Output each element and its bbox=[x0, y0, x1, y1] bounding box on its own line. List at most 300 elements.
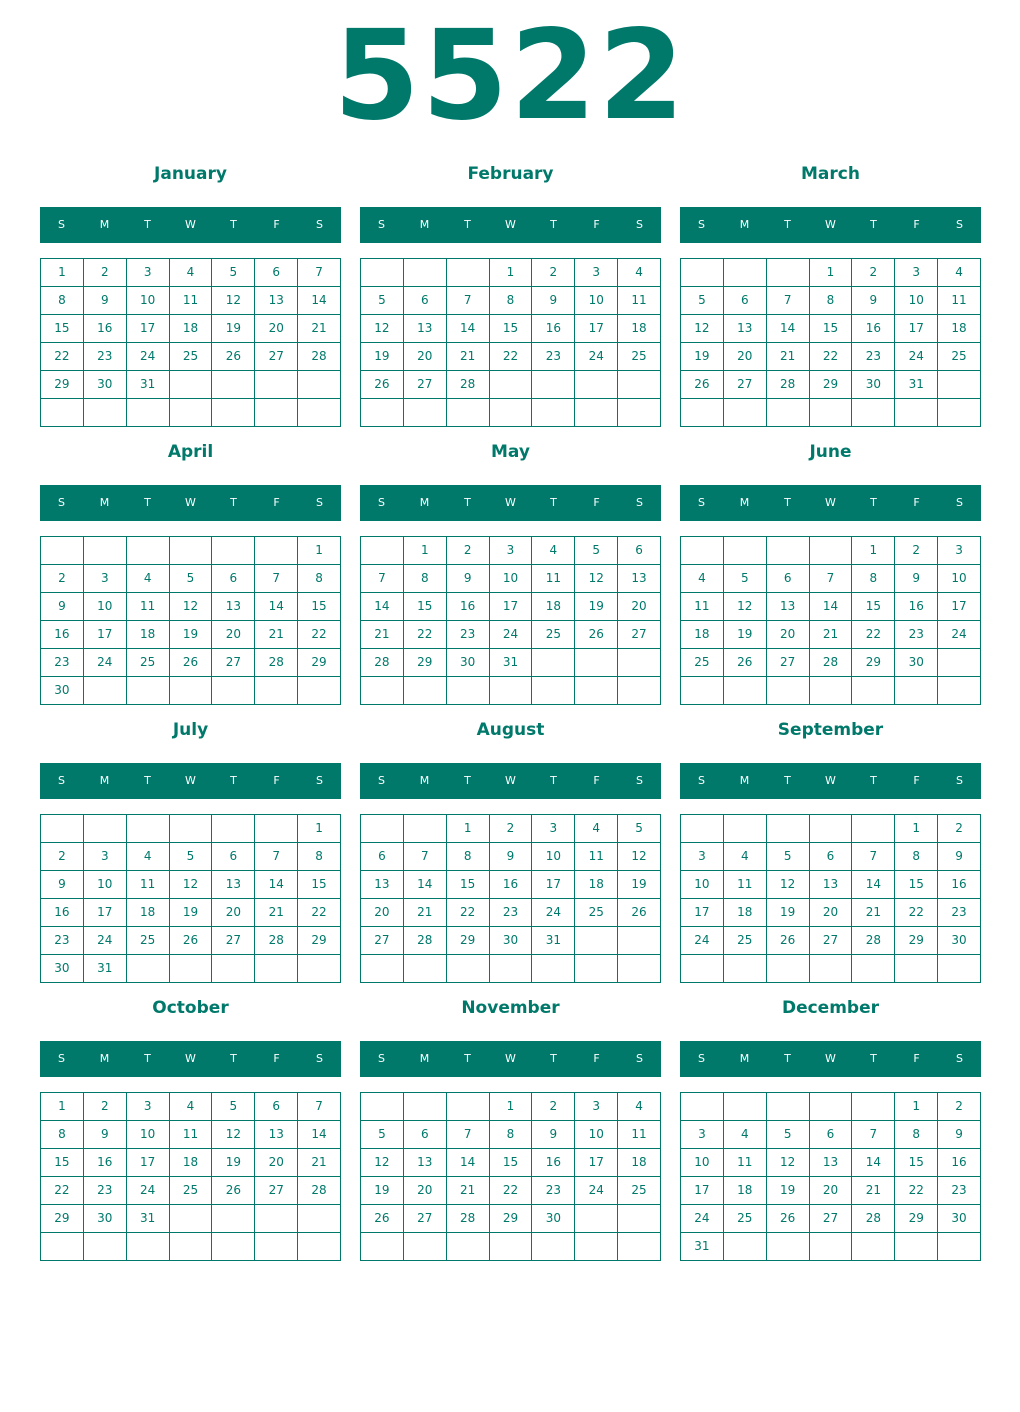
day-cell: 25 bbox=[532, 621, 575, 649]
weekday-label: S bbox=[956, 496, 963, 509]
empty-day-cell bbox=[938, 399, 981, 427]
month-name: January bbox=[154, 164, 227, 184]
day-cell: 30 bbox=[532, 1205, 575, 1233]
day-cell: 8 bbox=[810, 287, 853, 315]
day-cell: 8 bbox=[41, 287, 84, 315]
weekday-header bbox=[40, 207, 341, 243]
empty-day-cell bbox=[404, 955, 447, 983]
day-cell: 12 bbox=[767, 871, 810, 899]
empty-day-cell bbox=[298, 371, 341, 399]
day-cell: 8 bbox=[895, 843, 938, 871]
day-cell: 24 bbox=[490, 621, 533, 649]
day-cell: 15 bbox=[895, 871, 938, 899]
day-cell: 19 bbox=[681, 343, 724, 371]
day-cell: 10 bbox=[681, 871, 724, 899]
weekday-label: F bbox=[593, 496, 600, 509]
day-cell: 1 bbox=[810, 259, 853, 287]
day-cell: 17 bbox=[127, 315, 170, 343]
day-cell: 31 bbox=[490, 649, 533, 677]
day-cell: 5 bbox=[361, 1121, 404, 1149]
day-cell: 17 bbox=[575, 1149, 618, 1177]
empty-day-cell bbox=[170, 1205, 213, 1233]
empty-day-cell bbox=[895, 399, 938, 427]
weekday-label: T bbox=[784, 218, 791, 231]
empty-day-cell bbox=[84, 399, 127, 427]
day-cell: 25 bbox=[127, 649, 170, 677]
day-cell: 5 bbox=[361, 287, 404, 315]
weekday-label: S bbox=[378, 1052, 385, 1065]
day-cell: 24 bbox=[84, 649, 127, 677]
empty-day-cell bbox=[852, 815, 895, 843]
empty-day-cell bbox=[170, 815, 213, 843]
empty-day-cell bbox=[404, 677, 447, 705]
day-cell: 16 bbox=[41, 621, 84, 649]
empty-day-cell bbox=[895, 955, 938, 983]
day-cell: 3 bbox=[84, 843, 127, 871]
day-cell: 9 bbox=[490, 843, 533, 871]
day-cell: 25 bbox=[724, 1205, 767, 1233]
empty-day-cell bbox=[724, 1233, 767, 1261]
day-cell: 21 bbox=[255, 899, 298, 927]
day-cell: 19 bbox=[575, 593, 618, 621]
empty-day-cell bbox=[681, 537, 724, 565]
day-cell: 11 bbox=[532, 565, 575, 593]
day-cell: 11 bbox=[681, 593, 724, 621]
weekday-label: S bbox=[636, 774, 643, 787]
day-cell: 25 bbox=[618, 343, 661, 371]
empty-day-cell bbox=[447, 1233, 490, 1261]
day-cell: 18 bbox=[170, 1149, 213, 1177]
day-cell: 11 bbox=[618, 287, 661, 315]
empty-day-cell bbox=[618, 399, 661, 427]
empty-day-cell bbox=[255, 1205, 298, 1233]
month-name: October bbox=[152, 998, 229, 1018]
day-cell: 13 bbox=[255, 287, 298, 315]
empty-day-cell bbox=[127, 815, 170, 843]
empty-day-cell bbox=[447, 677, 490, 705]
day-cell: 20 bbox=[212, 621, 255, 649]
day-cell: 30 bbox=[84, 1205, 127, 1233]
day-cell: 14 bbox=[298, 1121, 341, 1149]
day-cell: 30 bbox=[938, 927, 981, 955]
day-cell: 4 bbox=[532, 537, 575, 565]
day-cell: 23 bbox=[938, 899, 981, 927]
day-cell: 14 bbox=[852, 1149, 895, 1177]
day-cell: 8 bbox=[490, 1121, 533, 1149]
month-name: April bbox=[167, 442, 214, 462]
weekday-label: W bbox=[185, 774, 196, 787]
day-cell: 24 bbox=[84, 927, 127, 955]
day-cell: 31 bbox=[681, 1233, 724, 1261]
weekday-label: T bbox=[230, 218, 237, 231]
day-cell: 24 bbox=[895, 343, 938, 371]
days-grid bbox=[40, 536, 341, 705]
day-cell: 19 bbox=[767, 899, 810, 927]
day-cell: 27 bbox=[212, 927, 255, 955]
day-cell: 29 bbox=[41, 1205, 84, 1233]
day-cell: 30 bbox=[895, 649, 938, 677]
weekday-label: W bbox=[825, 774, 836, 787]
empty-day-cell bbox=[681, 1093, 724, 1121]
empty-day-cell bbox=[255, 815, 298, 843]
day-cell: 4 bbox=[938, 259, 981, 287]
empty-day-cell bbox=[404, 1093, 447, 1121]
day-cell: 14 bbox=[767, 315, 810, 343]
day-cell: 13 bbox=[404, 315, 447, 343]
empty-day-cell bbox=[41, 815, 84, 843]
weekday-label: M bbox=[739, 774, 750, 787]
weekday-label: T bbox=[144, 1052, 151, 1065]
day-cell: 24 bbox=[127, 343, 170, 371]
day-cell: 31 bbox=[84, 955, 127, 983]
day-cell: 6 bbox=[767, 565, 810, 593]
day-cell: 7 bbox=[767, 287, 810, 315]
day-cell: 11 bbox=[127, 871, 170, 899]
day-cell: 19 bbox=[361, 1177, 404, 1205]
day-cell: 6 bbox=[618, 537, 661, 565]
empty-day-cell bbox=[618, 371, 661, 399]
weekday-label: F bbox=[913, 1052, 920, 1065]
day-cell: 9 bbox=[84, 287, 127, 315]
empty-day-cell bbox=[681, 399, 724, 427]
day-cell: 15 bbox=[41, 315, 84, 343]
day-cell: 5 bbox=[212, 1093, 255, 1121]
empty-day-cell bbox=[212, 815, 255, 843]
day-cell: 10 bbox=[575, 287, 618, 315]
weekday-label: M bbox=[99, 496, 110, 509]
day-cell: 26 bbox=[361, 1205, 404, 1233]
day-cell: 17 bbox=[681, 1177, 724, 1205]
day-cell: 22 bbox=[490, 343, 533, 371]
day-cell: 5 bbox=[681, 287, 724, 315]
weekday-label: T bbox=[784, 774, 791, 787]
empty-day-cell bbox=[84, 1233, 127, 1261]
empty-day-cell bbox=[84, 677, 127, 705]
day-cell: 12 bbox=[170, 871, 213, 899]
day-cell: 13 bbox=[618, 565, 661, 593]
day-cell: 20 bbox=[212, 899, 255, 927]
days-grid bbox=[360, 536, 661, 705]
weekday-label: F bbox=[273, 1052, 280, 1065]
empty-day-cell bbox=[170, 955, 213, 983]
day-cell: 13 bbox=[404, 1149, 447, 1177]
day-cell: 9 bbox=[938, 843, 981, 871]
day-cell: 1 bbox=[41, 1093, 84, 1121]
empty-day-cell bbox=[361, 399, 404, 427]
day-cell: 29 bbox=[895, 1205, 938, 1233]
day-cell: 8 bbox=[298, 843, 341, 871]
weekday-label: M bbox=[419, 496, 430, 509]
day-cell: 15 bbox=[490, 1149, 533, 1177]
day-cell: 11 bbox=[575, 843, 618, 871]
weekday-label: S bbox=[698, 1052, 705, 1065]
day-cell: 17 bbox=[490, 593, 533, 621]
day-cell: 10 bbox=[127, 1121, 170, 1149]
day-cell: 27 bbox=[255, 343, 298, 371]
weekday-label: S bbox=[698, 774, 705, 787]
empty-day-cell bbox=[361, 1093, 404, 1121]
day-cell: 2 bbox=[532, 1093, 575, 1121]
day-cell: 16 bbox=[84, 1149, 127, 1177]
empty-day-cell bbox=[298, 1205, 341, 1233]
empty-day-cell bbox=[724, 399, 767, 427]
day-cell: 9 bbox=[938, 1121, 981, 1149]
day-cell: 23 bbox=[447, 621, 490, 649]
weekday-label: F bbox=[593, 774, 600, 787]
day-cell: 14 bbox=[255, 593, 298, 621]
empty-day-cell bbox=[618, 677, 661, 705]
day-cell: 19 bbox=[170, 899, 213, 927]
day-cell: 11 bbox=[618, 1121, 661, 1149]
empty-day-cell bbox=[724, 259, 767, 287]
empty-day-cell bbox=[212, 399, 255, 427]
empty-day-cell bbox=[255, 677, 298, 705]
empty-day-cell bbox=[212, 537, 255, 565]
day-cell: 6 bbox=[810, 843, 853, 871]
day-cell: 5 bbox=[170, 565, 213, 593]
days-grid bbox=[40, 814, 341, 983]
empty-day-cell bbox=[575, 955, 618, 983]
weekday-label: T bbox=[464, 218, 471, 231]
day-cell: 21 bbox=[255, 621, 298, 649]
month-name: March bbox=[801, 164, 860, 184]
day-cell: 4 bbox=[724, 1121, 767, 1149]
day-cell: 29 bbox=[852, 649, 895, 677]
empty-day-cell bbox=[490, 1233, 533, 1261]
days-grid bbox=[40, 258, 341, 427]
empty-day-cell bbox=[575, 399, 618, 427]
day-cell: 24 bbox=[575, 1177, 618, 1205]
day-cell: 29 bbox=[895, 927, 938, 955]
day-cell: 22 bbox=[447, 899, 490, 927]
empty-day-cell bbox=[810, 815, 853, 843]
day-cell: 7 bbox=[810, 565, 853, 593]
day-cell: 31 bbox=[532, 927, 575, 955]
empty-day-cell bbox=[938, 371, 981, 399]
day-cell: 26 bbox=[681, 371, 724, 399]
weekday-label: T bbox=[144, 496, 151, 509]
day-cell: 5 bbox=[170, 843, 213, 871]
weekday-label: T bbox=[464, 496, 471, 509]
empty-day-cell bbox=[575, 649, 618, 677]
weekday-label: T bbox=[550, 496, 557, 509]
day-cell: 24 bbox=[532, 899, 575, 927]
weekday-label: W bbox=[825, 218, 836, 231]
day-cell: 7 bbox=[852, 843, 895, 871]
day-cell: 17 bbox=[681, 899, 724, 927]
day-cell: 26 bbox=[212, 343, 255, 371]
day-cell: 3 bbox=[575, 259, 618, 287]
day-cell: 22 bbox=[298, 899, 341, 927]
day-cell: 28 bbox=[852, 927, 895, 955]
day-cell: 29 bbox=[298, 927, 341, 955]
empty-day-cell bbox=[361, 815, 404, 843]
day-cell: 29 bbox=[490, 1205, 533, 1233]
day-cell: 17 bbox=[84, 899, 127, 927]
day-cell: 25 bbox=[170, 343, 213, 371]
day-cell: 27 bbox=[404, 371, 447, 399]
weekday-label: M bbox=[739, 1052, 750, 1065]
weekday-label: M bbox=[739, 218, 750, 231]
day-cell: 7 bbox=[852, 1121, 895, 1149]
day-cell: 12 bbox=[361, 1149, 404, 1177]
day-cell: 24 bbox=[127, 1177, 170, 1205]
weekday-header bbox=[680, 763, 981, 799]
month-name: August bbox=[476, 720, 545, 740]
empty-day-cell bbox=[41, 399, 84, 427]
weekday-label: T bbox=[230, 774, 237, 787]
day-cell: 5 bbox=[212, 259, 255, 287]
day-cell: 3 bbox=[575, 1093, 618, 1121]
day-cell: 4 bbox=[127, 843, 170, 871]
day-cell: 21 bbox=[767, 343, 810, 371]
weekday-label: S bbox=[316, 496, 323, 509]
empty-day-cell bbox=[404, 815, 447, 843]
day-cell: 14 bbox=[298, 287, 341, 315]
day-cell: 2 bbox=[84, 259, 127, 287]
day-cell: 16 bbox=[447, 593, 490, 621]
day-cell: 12 bbox=[575, 565, 618, 593]
empty-day-cell bbox=[255, 955, 298, 983]
weekday-header bbox=[360, 1041, 661, 1077]
day-cell: 30 bbox=[938, 1205, 981, 1233]
empty-day-cell bbox=[532, 399, 575, 427]
day-cell: 23 bbox=[84, 1177, 127, 1205]
day-cell: 9 bbox=[41, 871, 84, 899]
year-title: 5522 bbox=[333, 4, 687, 148]
weekday-header bbox=[360, 207, 661, 243]
day-cell: 4 bbox=[170, 1093, 213, 1121]
day-cell: 28 bbox=[767, 371, 810, 399]
day-cell: 12 bbox=[681, 315, 724, 343]
weekday-label: M bbox=[419, 218, 430, 231]
day-cell: 27 bbox=[361, 927, 404, 955]
day-cell: 17 bbox=[532, 871, 575, 899]
weekday-label: F bbox=[273, 774, 280, 787]
day-cell: 15 bbox=[298, 593, 341, 621]
days-grid bbox=[360, 258, 661, 427]
weekday-label: S bbox=[698, 218, 705, 231]
day-cell: 7 bbox=[447, 287, 490, 315]
day-cell: 27 bbox=[810, 1205, 853, 1233]
empty-day-cell bbox=[681, 815, 724, 843]
day-cell: 30 bbox=[84, 371, 127, 399]
day-cell: 3 bbox=[532, 815, 575, 843]
empty-day-cell bbox=[724, 537, 767, 565]
weekday-label: M bbox=[419, 774, 430, 787]
weekday-label: S bbox=[316, 218, 323, 231]
day-cell: 21 bbox=[447, 343, 490, 371]
day-cell: 13 bbox=[810, 1149, 853, 1177]
empty-day-cell bbox=[810, 537, 853, 565]
empty-day-cell bbox=[681, 955, 724, 983]
day-cell: 20 bbox=[404, 343, 447, 371]
empty-day-cell bbox=[767, 677, 810, 705]
weekday-label: T bbox=[550, 1052, 557, 1065]
weekday-label: M bbox=[99, 1052, 110, 1065]
day-cell: 13 bbox=[724, 315, 767, 343]
weekday-label: W bbox=[825, 1052, 836, 1065]
weekday-label: W bbox=[185, 218, 196, 231]
day-cell: 18 bbox=[127, 899, 170, 927]
day-cell: 29 bbox=[810, 371, 853, 399]
empty-day-cell bbox=[127, 537, 170, 565]
day-cell: 10 bbox=[575, 1121, 618, 1149]
day-cell: 3 bbox=[681, 843, 724, 871]
day-cell: 16 bbox=[852, 315, 895, 343]
day-cell: 19 bbox=[724, 621, 767, 649]
empty-day-cell bbox=[490, 955, 533, 983]
day-cell: 20 bbox=[255, 315, 298, 343]
day-cell: 18 bbox=[575, 871, 618, 899]
day-cell: 15 bbox=[490, 315, 533, 343]
day-cell: 28 bbox=[447, 371, 490, 399]
empty-day-cell bbox=[767, 537, 810, 565]
day-cell: 9 bbox=[41, 593, 84, 621]
days-grid bbox=[680, 1092, 981, 1261]
day-cell: 19 bbox=[361, 343, 404, 371]
empty-day-cell bbox=[938, 677, 981, 705]
empty-day-cell bbox=[852, 1233, 895, 1261]
day-cell: 22 bbox=[41, 1177, 84, 1205]
weekday-label: S bbox=[698, 496, 705, 509]
empty-day-cell bbox=[532, 1233, 575, 1261]
day-cell: 16 bbox=[490, 871, 533, 899]
day-cell: 11 bbox=[170, 287, 213, 315]
day-cell: 28 bbox=[810, 649, 853, 677]
day-cell: 27 bbox=[212, 649, 255, 677]
empty-day-cell bbox=[127, 677, 170, 705]
day-cell: 7 bbox=[298, 1093, 341, 1121]
month-name: September bbox=[777, 720, 884, 740]
day-cell: 11 bbox=[724, 871, 767, 899]
day-cell: 2 bbox=[938, 1093, 981, 1121]
day-cell: 23 bbox=[84, 343, 127, 371]
day-cell: 15 bbox=[895, 1149, 938, 1177]
day-cell: 2 bbox=[852, 259, 895, 287]
empty-day-cell bbox=[852, 677, 895, 705]
empty-day-cell bbox=[84, 815, 127, 843]
day-cell: 31 bbox=[895, 371, 938, 399]
days-grid bbox=[680, 536, 981, 705]
weekday-label: T bbox=[144, 774, 151, 787]
day-cell: 28 bbox=[404, 927, 447, 955]
weekday-label: S bbox=[316, 1052, 323, 1065]
day-cell: 20 bbox=[810, 1177, 853, 1205]
day-cell: 8 bbox=[404, 565, 447, 593]
day-cell: 24 bbox=[575, 343, 618, 371]
day-cell: 4 bbox=[170, 259, 213, 287]
day-cell: 25 bbox=[938, 343, 981, 371]
day-cell: 6 bbox=[255, 1093, 298, 1121]
day-cell: 8 bbox=[895, 1121, 938, 1149]
weekday-header bbox=[360, 485, 661, 521]
day-cell: 25 bbox=[618, 1177, 661, 1205]
day-cell: 20 bbox=[361, 899, 404, 927]
day-cell: 26 bbox=[212, 1177, 255, 1205]
day-cell: 16 bbox=[938, 1149, 981, 1177]
weekday-label: S bbox=[636, 1052, 643, 1065]
day-cell: 22 bbox=[41, 343, 84, 371]
empty-day-cell bbox=[490, 677, 533, 705]
day-cell: 23 bbox=[41, 927, 84, 955]
day-cell: 30 bbox=[447, 649, 490, 677]
empty-day-cell bbox=[170, 399, 213, 427]
day-cell: 24 bbox=[938, 621, 981, 649]
day-cell: 26 bbox=[170, 927, 213, 955]
day-cell: 28 bbox=[255, 649, 298, 677]
weekday-label: W bbox=[185, 1052, 196, 1065]
